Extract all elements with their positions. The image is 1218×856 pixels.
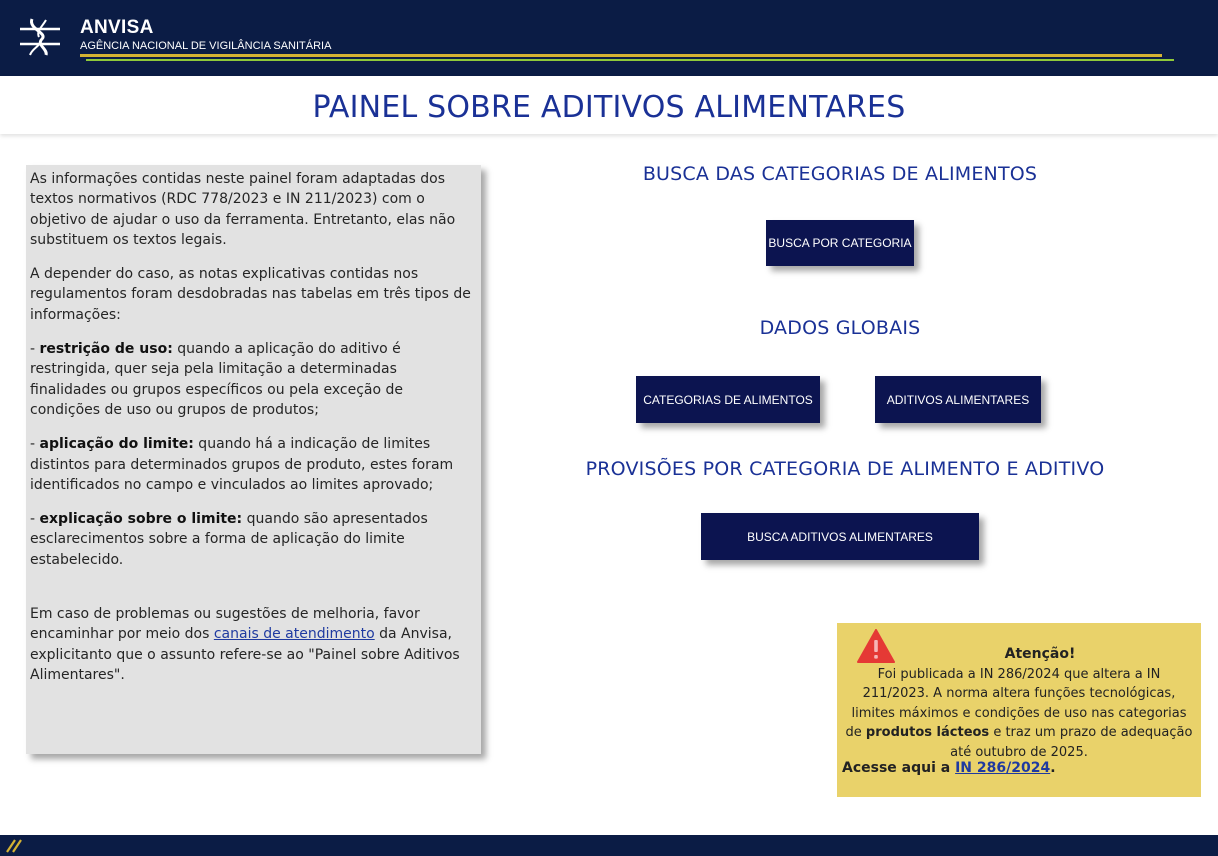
info-paragraph-1: As informações contidas neste painel foram adaptadas dos textos normativos (RDC 778/2023 e IN 211/2023) com o objetivo de ajudar o uso da ferramenta. Entretanto, elas não substituem os textos legais. xyxy=(30,171,456,248)
attention-body xyxy=(843,665,1195,762)
info-term-explicacao: explicação sobre o limite: xyxy=(39,511,243,528)
info-term-restricao: restrição de uso: xyxy=(39,341,173,358)
info-item-aplicacao xyxy=(30,434,473,495)
info-item-restricao xyxy=(30,339,473,420)
busca-aditivos-alimentares-button[interactable]: BUSCA ADITIVOS ALIMENTARES xyxy=(701,513,979,560)
footer-stripes-icon xyxy=(6,838,24,853)
aditivos-alimentares-button[interactable]: ADITIVOS ALIMENTARES xyxy=(875,376,1041,423)
attention-body-text: Foi publicada a IN 286/2024 que altera a IN 211/2023. A norma altera funções tecnológicas, limites máximos e condições de uso nas categorias de xyxy=(845,667,1187,741)
attention-cta-punct: . xyxy=(1050,760,1056,776)
header-accent-line-yellow xyxy=(80,54,1162,57)
dados-globais-heading: DADOS GLOBAIS xyxy=(759,317,921,339)
attention-body-text-after: e traz um prazo de adequação até outubro de 2025. xyxy=(950,725,1193,760)
header-accent-line-green xyxy=(86,59,1174,61)
provisoes-heading: PROVISÕES POR CATEGORIA DE ALIMENTO E ADITIVO xyxy=(585,458,1105,480)
info-contact-text: Em caso de problemas ou sugestões de melhoria, favor encaminhar por meio dos xyxy=(30,606,420,643)
info-item-prefix: - xyxy=(30,436,40,453)
info-term-aplicacao: aplicação do limite: xyxy=(39,436,194,453)
info-panel xyxy=(26,165,481,754)
canais-atendimento-link[interactable]: canais de atendimento xyxy=(213,626,375,643)
info-item-explicacao xyxy=(30,509,473,570)
attention-title: Atenção! xyxy=(1004,646,1076,662)
page-title: PAINEL SOBRE ADITIVOS ALIMENTARES xyxy=(312,90,906,125)
busca-categorias-heading: BUSCA DAS CATEGORIAS DE ALIMENTOS xyxy=(642,163,1038,185)
info-item-text: quando a aplicação do aditivo é restringida, quer seja pela limitação a determinadas finalidades ou grupos específicos ou pela exceção de condições de uso ou grupos de produtos; xyxy=(30,341,403,418)
attention-cta xyxy=(842,759,1056,778)
info-item-text: quando há a indicação de limites distintos para determinados grupos de produto, estes foram identificados no campo e vinculados ao limites aprovado; xyxy=(30,436,454,493)
in-286-2024-link[interactable]: IN 286/2024 xyxy=(955,760,1051,776)
attention-body-bold: produtos lácteos xyxy=(865,725,990,741)
attention-cta-text: Acesse aqui a xyxy=(842,760,956,776)
categorias-de-alimentos-button[interactable]: CATEGORIAS DE ALIMENTOS xyxy=(636,376,820,423)
info-paragraph-2: A depender do caso, as notas explicativas contidas nos regulamentos foram desdobradas nas tabelas em três tipos de informações: xyxy=(30,266,471,323)
footer xyxy=(0,835,1218,856)
brand-subtitle: AGÊNCIA NACIONAL DE VIGILÂNCIA SANITÁRIA xyxy=(80,40,332,52)
info-contact-paragraph xyxy=(30,604,473,685)
busca-por-categoria-button[interactable]: BUSCA POR CATEGORIA xyxy=(766,220,914,266)
brand-name: ANVISA xyxy=(80,17,154,38)
info-item-prefix: - xyxy=(30,341,40,358)
header xyxy=(0,0,1218,76)
attention-box xyxy=(837,623,1201,797)
info-contact-text-after: da Anvisa, explicitanto que o assunto refere-se ao "Painel sobre Aditivos Alimentares". xyxy=(30,626,460,683)
anvisa-logo-icon xyxy=(18,17,62,57)
info-item-prefix: - xyxy=(30,511,40,528)
info-item-text: quando são apresentados esclarecimentos sobre a forma de aplicação do limite estabelecido. xyxy=(30,511,428,568)
